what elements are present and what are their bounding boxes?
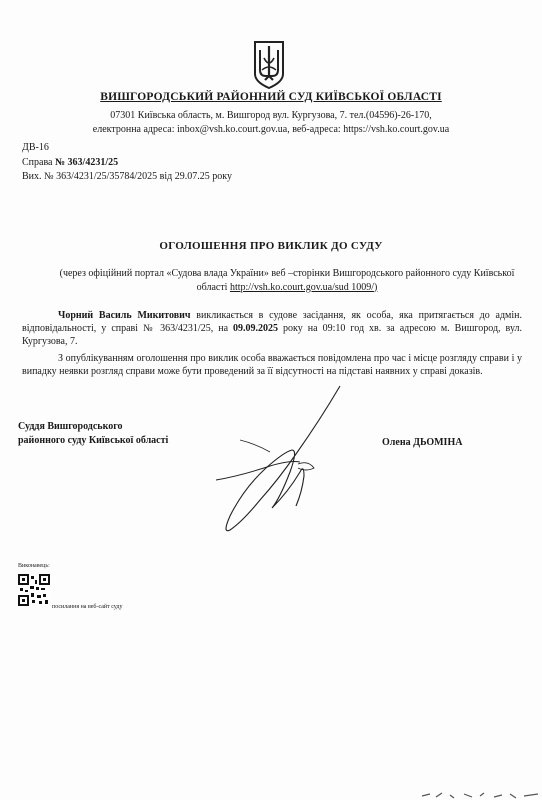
ukraine-trident-emblem-icon [252,40,286,90]
signer-title-line2: районного суду Київської області [18,435,169,446]
portal-note-text: (через офіційний портал «Судова влада України» веб –сторінки Вишгородського районного суду Київської області [59,268,515,293]
summons-paragraph [22,309,522,349]
qr-caption: посилання на веб-сайт суду [52,604,123,610]
case-number-line [22,157,118,168]
case-label: Справа [22,157,53,168]
executor-label: Виконавець: [18,563,50,569]
hearing-date: 09.09.2025 [233,323,279,335]
notice-paragraph: З опублікуванням оголошення про виклик особа вважається повідомлена про час і місце розгляду справи і у випадку неявки розгляд справи може бути проведений за її відсутності на підставі наявних у справі доказів. [22,353,522,378]
case-number: № 363/4231/25 [55,157,119,168]
announcement-title: ОГОЛОШЕННЯ ПРО ВИКЛИК ДО СУДУ [159,240,383,252]
person-name: Чорний Василь Микитович [58,310,191,321]
portal-link[interactable]: http://vsh.ko.court.gov.ua/sud 1009/) [229,281,378,293]
judge-name: Олена ДЬОМІНА [382,437,463,448]
scan-edge-marks [420,782,540,800]
signer-title-line1: Суддя Вишгородського [18,421,123,432]
summons-text-1: викликається в судове засідання, як особа, яка притягається до адмін. відповідальності, у справі № 363/4231/25, на [22,310,522,335]
court-address: 07301 Київська область, м. Вишгород вул. Кургузова, 7. тел.(04596)-26-170, [110,110,432,121]
signer-title [18,420,168,448]
court-contacts: електронна адреса: inbox@vsh.ko.court.gov.ua, веб-адреса: https://vsh.ko.court.gov.ua [92,124,450,135]
summons-text-2: року на 09:10 год хв. за адресою м. Вишгород, вул. Кургузова, 7. [22,323,522,348]
portal-note [52,267,522,294]
form-code: ДВ-16 [22,142,49,153]
court-name: ВИШГОРОДСЬКИЙ РАЙОННИЙ СУД КИЇВСЬКОЇ ОБЛАСТІ [100,91,442,103]
handwritten-signature [200,380,380,550]
qr-code-icon[interactable] [18,574,50,606]
outgoing-number: Вих. № 363/4231/25/35784/2025 від 29.07.25 року [22,171,232,182]
